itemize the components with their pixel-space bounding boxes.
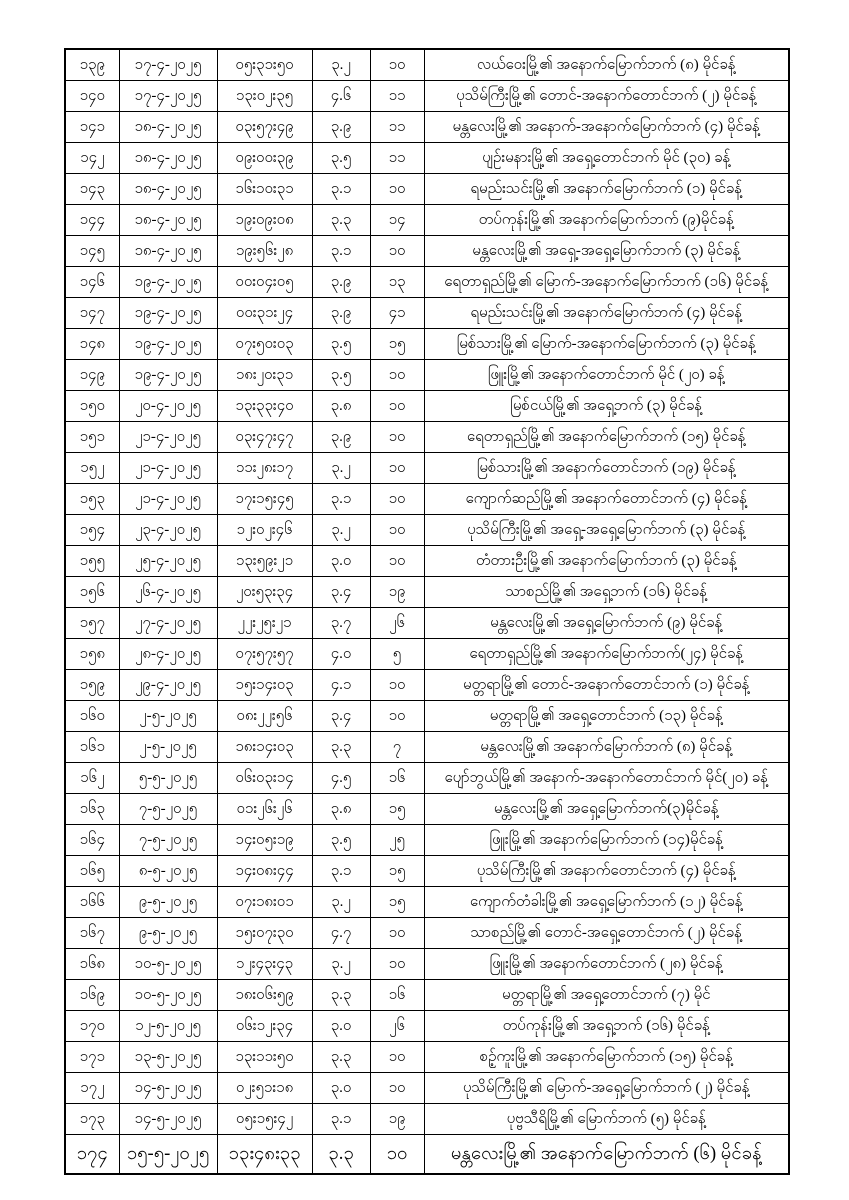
cell-location: ဖြူးမြို့၏ အနောက်တောင်ဘက် မိုင် (၂၀) ခန့် bbox=[424, 360, 789, 391]
cell-serial-number: ၁၆၂ bbox=[65, 763, 119, 794]
cell-magnitude: ၃.၂ bbox=[312, 887, 370, 918]
cell-date: ၁၈-၄-၂၀၂၅ bbox=[119, 143, 217, 174]
cell-location: တပ်ကုန်းမြို့၏ အနောက်မြောက်ဘက် (၉)မိုင်ခန့် bbox=[424, 205, 789, 236]
table-row bbox=[65, 143, 789, 174]
cell-location: ပုသိမ်ကြီးမြို့၏ တောင်-အနောက်တောင်ဘက် (၂) မိုင်ခန့် bbox=[424, 81, 789, 112]
table-row bbox=[65, 887, 789, 918]
table-row bbox=[65, 918, 789, 949]
cell-date: ၁၀-၅-၂၀၂၅ bbox=[119, 980, 217, 1011]
table-row bbox=[65, 1135, 789, 1175]
cell-depth: ၁၃ bbox=[370, 267, 424, 298]
cell-serial-number: ၁၆၉ bbox=[65, 980, 119, 1011]
cell-location: ကျောက်ဆည်မြို့၏ အနောက်တောင်ဘက် (၄) မိုင်ခန့် bbox=[424, 484, 789, 515]
cell-location: မန္တလေးမြို့၏ အရှေ့မြောက်ဘက်(၃)မိုင်ခန့် bbox=[424, 794, 789, 825]
cell-location: ဖြူးမြို့၏ အနောက်တောင်ဘက် (၂၈) မိုင်ခန့် bbox=[424, 949, 789, 980]
cell-date: ၇-၅-၂၀၂၅ bbox=[119, 794, 217, 825]
cell-time: ၁၂း၄၃း၄၃ bbox=[217, 949, 312, 980]
table-row bbox=[65, 515, 789, 546]
cell-date: ၁၉-၄-၂၀၂၅ bbox=[119, 298, 217, 329]
cell-depth: ၁၁ bbox=[370, 143, 424, 174]
cell-date: ၁၈-၄-၂၀၂၅ bbox=[119, 205, 217, 236]
cell-depth: ၁၆ bbox=[370, 763, 424, 794]
cell-magnitude: ၃.၄ bbox=[312, 701, 370, 732]
table-row bbox=[65, 329, 789, 360]
cell-magnitude: ၃.၃ bbox=[312, 1042, 370, 1073]
table-row bbox=[65, 794, 789, 825]
cell-location: မန္တလေးမြို့၏ အနောက်မြောက်ဘက် (၆) မိုင်ခန့် bbox=[424, 1135, 789, 1175]
cell-depth: ၂၆ bbox=[370, 608, 424, 639]
cell-time: ၀၃း၅၇း၄၉ bbox=[217, 112, 312, 143]
cell-serial-number: ၁၄၄ bbox=[65, 205, 119, 236]
cell-time: ၀၂း၅၁း၁၈ bbox=[217, 1073, 312, 1104]
cell-date: ၉-၅-၂၀၂၅ bbox=[119, 887, 217, 918]
cell-depth: ၁၀ bbox=[370, 670, 424, 701]
cell-date: ၁၉-၄-၂၀၂၅ bbox=[119, 360, 217, 391]
cell-time: ၁၄း၀၈း၄၄ bbox=[217, 856, 312, 887]
cell-location: မတ္တရာမြို့၏ အရှေ့တောင်ဘက် (၇) မိုင် bbox=[424, 980, 789, 1011]
cell-serial-number: ၁၅၇ bbox=[65, 608, 119, 639]
cell-time: ၁၃း၁၁း၅၀ bbox=[217, 1042, 312, 1073]
cell-serial-number: ၁၄၅ bbox=[65, 236, 119, 267]
cell-location: စဉ့်ကူးမြို့၏ အနောက်မြောက်ဘက် (၁၅) မိုင်ခန့် bbox=[424, 1042, 789, 1073]
cell-date: ၂၉-၄-၂၀၂၅ bbox=[119, 670, 217, 701]
cell-magnitude: ၄.၁ bbox=[312, 670, 370, 701]
cell-magnitude: ၃.၁ bbox=[312, 174, 370, 205]
cell-time: ၁၂း၀၂း၄၆ bbox=[217, 515, 312, 546]
cell-location: မန္တလေးမြို့၏ အရှေ့မြောက်ဘက် (၉) မိုင်ခန့် bbox=[424, 608, 789, 639]
cell-depth: ၁၅ bbox=[370, 329, 424, 360]
cell-serial-number: ၁၄၆ bbox=[65, 267, 119, 298]
cell-serial-number: ၁၅၅ bbox=[65, 546, 119, 577]
cell-location: မြစ်သားမြို့၏ အနောက်တောင်ဘက် (၁၉) မိုင်ခန့် bbox=[424, 453, 789, 484]
cell-date: ၁၄-၅-၂၀၂၅ bbox=[119, 1073, 217, 1104]
table-row bbox=[65, 112, 789, 143]
cell-location: ကျောက်တံခါးမြို့၏ အရှေ့မြောက်ဘက် (၁၂) မိုင်ခန့် bbox=[424, 887, 789, 918]
table-body bbox=[65, 49, 789, 1174]
cell-time: ၀၅း၃၁း၅၀ bbox=[217, 49, 312, 81]
cell-location: ရမည်းသင်းမြို့၏ အနောက်မြောက်ဘက် (၄) မိုင်ခန့် bbox=[424, 298, 789, 329]
cell-depth: ၁၁ bbox=[370, 81, 424, 112]
cell-depth: ၇ bbox=[370, 732, 424, 763]
cell-location: ဖြူးမြို့၏ အနောက်မြောက်ဘက် (၁၄)မိုင်ခန့် bbox=[424, 825, 789, 856]
cell-serial-number: ၁၆၅ bbox=[65, 856, 119, 887]
cell-location: ရေတာရှည်မြို့၏ အနောက်မြောက်ဘက် (၁၅) မိုင်ခန့် bbox=[424, 422, 789, 453]
cell-time: ၂၂း၂၅း၂၁ bbox=[217, 608, 312, 639]
cell-time: ၁၈း၀၆း၅၉ bbox=[217, 980, 312, 1011]
cell-serial-number: ၁၄၂ bbox=[65, 143, 119, 174]
cell-time: ၀၀း၃၁း၂၄ bbox=[217, 298, 312, 329]
table-row bbox=[65, 174, 789, 205]
cell-serial-number: ၁၆၈ bbox=[65, 949, 119, 980]
cell-time: ၀၀း၀၄း၀၅ bbox=[217, 267, 312, 298]
cell-magnitude: ၃.၅ bbox=[312, 360, 370, 391]
cell-location: မန္တလေးမြို့၏ အရှေ့-အရှေ့မြောက်ဘက် (၃) မိုင်ခန့် bbox=[424, 236, 789, 267]
cell-magnitude: ၃.၂ bbox=[312, 49, 370, 81]
cell-date: ၂၀-၄-၂၀၂၅ bbox=[119, 391, 217, 422]
table-row bbox=[65, 546, 789, 577]
cell-depth: ၁၀ bbox=[370, 422, 424, 453]
cell-location: ရမည်းသင်းမြို့၏ အနောက်မြောက်ဘက် (၁) မိုင်ခန့် bbox=[424, 174, 789, 205]
table-row bbox=[65, 949, 789, 980]
cell-serial-number: ၁၄၀ bbox=[65, 81, 119, 112]
table-row bbox=[65, 980, 789, 1011]
cell-time: ၁၃း၄၈း၃၃ bbox=[217, 1135, 312, 1175]
cell-time: ၀၇း၅၇း၅၇ bbox=[217, 639, 312, 670]
cell-depth: ၁၅ bbox=[370, 794, 424, 825]
cell-date: ၁၇-၄-၂၀၂၅ bbox=[119, 81, 217, 112]
cell-magnitude: ၃.၀ bbox=[312, 1073, 370, 1104]
cell-serial-number: ၁၅၈ bbox=[65, 639, 119, 670]
cell-date: ၂၁-၄-၂၀၂၅ bbox=[119, 484, 217, 515]
cell-serial-number: ၁၅၁ bbox=[65, 422, 119, 453]
cell-date: ၁၄-၅-၂၀၂၅ bbox=[119, 1104, 217, 1135]
cell-time: ၀၇း၅၀း၀၃ bbox=[217, 329, 312, 360]
cell-serial-number: ၁၆၃ bbox=[65, 794, 119, 825]
cell-date: ၁၉-၄-၂၀၂၅ bbox=[119, 267, 217, 298]
cell-date: ၉-၅-၂၀၂၅ bbox=[119, 918, 217, 949]
cell-location: မြစ်ငယ်မြို့၏ အရှေ့ဘက် (၃) မိုင်ခန့် bbox=[424, 391, 789, 422]
cell-time: ၀၆း၀၃း၁၄ bbox=[217, 763, 312, 794]
cell-date: ၅-၅-၂၀၂၅ bbox=[119, 763, 217, 794]
cell-serial-number: ၁၅၆ bbox=[65, 577, 119, 608]
cell-time: ၀၁း၂၆း၂၆ bbox=[217, 794, 312, 825]
table-row bbox=[65, 391, 789, 422]
cell-magnitude: ၄.၀ bbox=[312, 639, 370, 670]
table-row bbox=[65, 825, 789, 856]
cell-magnitude: ၄.၇ bbox=[312, 918, 370, 949]
cell-magnitude: ၃.၉ bbox=[312, 112, 370, 143]
table-row bbox=[65, 701, 789, 732]
cell-location: တံတားဦးမြို့၏ အနောက်မြောက်ဘက် (၃) မိုင်ခန့် bbox=[424, 546, 789, 577]
cell-location: သာစည်မြို့၏ အရှေ့ဘက် (၁၆) မိုင်ခန့် bbox=[424, 577, 789, 608]
cell-date: ၂၅-၄-၂၀၂၅ bbox=[119, 546, 217, 577]
cell-location: ပုဗ္ဗသီရိမြို့၏ မြောက်ဘက် (၅) မိုင်ခန့် bbox=[424, 1104, 789, 1135]
cell-depth: ၁၀ bbox=[370, 391, 424, 422]
cell-depth: ၁၉ bbox=[370, 577, 424, 608]
cell-magnitude: ၃.၉ bbox=[312, 422, 370, 453]
cell-date: ၁၃-၅-၂၀၂၅ bbox=[119, 1042, 217, 1073]
cell-time: ၁၅း၀၇း၃၀ bbox=[217, 918, 312, 949]
cell-location: မြစ်သားမြို့၏ မြောက်-အနောက်မြောက်ဘက် (၃) မိုင်ခန့် bbox=[424, 329, 789, 360]
cell-date: ၁၂-၅-၂၀၂၅ bbox=[119, 1011, 217, 1042]
table-row bbox=[65, 732, 789, 763]
cell-serial-number: ၁၆၆ bbox=[65, 887, 119, 918]
cell-depth: ၁၀ bbox=[370, 515, 424, 546]
cell-depth: ၁၀ bbox=[370, 1073, 424, 1104]
cell-serial-number: ၁၆၄ bbox=[65, 825, 119, 856]
cell-date: ၂၁-၄-၂၀၂၅ bbox=[119, 422, 217, 453]
cell-depth: ၁၅ bbox=[370, 856, 424, 887]
table-row bbox=[65, 670, 789, 701]
cell-location: ရေတာရှည်မြို့၏ မြောက်-အနောက်မြောက်ဘက် (၁၆) မိုင်ခန့် bbox=[424, 267, 789, 298]
cell-serial-number: ၁၅၉ bbox=[65, 670, 119, 701]
cell-location: မတ္တရာမြို့၏ အရှေ့တောင်ဘက် (၁၃) မိုင်ခန့် bbox=[424, 701, 789, 732]
cell-magnitude: ၃.၁ bbox=[312, 236, 370, 267]
cell-depth: ၁၀ bbox=[370, 174, 424, 205]
cell-depth: ၁၁ bbox=[370, 112, 424, 143]
cell-time: ၀၉း၀၀း၃၉ bbox=[217, 143, 312, 174]
cell-serial-number: ၁၄၈ bbox=[65, 329, 119, 360]
earthquake-record-table bbox=[64, 48, 790, 1175]
cell-depth: ၁၆ bbox=[370, 980, 424, 1011]
cell-date: ၁၀-၅-၂၀၂၅ bbox=[119, 949, 217, 980]
table-row bbox=[65, 236, 789, 267]
cell-time: ၁၃း၃၃း၄၀ bbox=[217, 391, 312, 422]
cell-magnitude: ၃.၁ bbox=[312, 1104, 370, 1135]
cell-time: ၁၁း၂၈း၁၇ bbox=[217, 453, 312, 484]
cell-serial-number: ၁၅၂ bbox=[65, 453, 119, 484]
table-row bbox=[65, 360, 789, 391]
cell-time: ၀၆း၁၂း၃၄ bbox=[217, 1011, 312, 1042]
cell-date: ၁၈-၄-၂၀၂၅ bbox=[119, 236, 217, 267]
cell-magnitude: ၃.၁ bbox=[312, 484, 370, 515]
cell-magnitude: ၃.၃ bbox=[312, 205, 370, 236]
cell-serial-number: ၁၇၁ bbox=[65, 1042, 119, 1073]
cell-date: ၁၇-၄-၂၀၂၅ bbox=[119, 49, 217, 81]
cell-depth: ၁၀ bbox=[370, 360, 424, 391]
cell-time: ၁၉း၀၉း၀၈ bbox=[217, 205, 312, 236]
cell-depth: ၁၉ bbox=[370, 1104, 424, 1135]
cell-magnitude: ၃.၉ bbox=[312, 298, 370, 329]
cell-date: ၂-၅-၂၀၂၅ bbox=[119, 701, 217, 732]
cell-serial-number: ၁၄၃ bbox=[65, 174, 119, 205]
cell-magnitude: ၃.၂ bbox=[312, 949, 370, 980]
cell-location: လယ်ဝေးမြို့၏ အနောက်မြောက်ဘက် (၈) မိုင်ခန့် bbox=[424, 49, 789, 81]
cell-depth: ၁၀ bbox=[370, 236, 424, 267]
cell-time: ၁၇း၁၅း၄၅ bbox=[217, 484, 312, 515]
cell-depth: ၁၀ bbox=[370, 1042, 424, 1073]
cell-time: ၀၈း၂၂း၅၆ bbox=[217, 701, 312, 732]
cell-magnitude: ၃.၀ bbox=[312, 546, 370, 577]
table-row bbox=[65, 639, 789, 670]
cell-time: ၁၈း၂၀း၃၁ bbox=[217, 360, 312, 391]
cell-magnitude: ၃.၈ bbox=[312, 794, 370, 825]
cell-date: ၂၈-၄-၂၀၂၅ bbox=[119, 639, 217, 670]
cell-date: ၁၅-၅-၂၀၂၅ bbox=[119, 1135, 217, 1175]
cell-depth: ၁၀ bbox=[370, 49, 424, 81]
cell-time: ၁၅း၁၄း၀၃ bbox=[217, 670, 312, 701]
cell-magnitude: ၄.၅ bbox=[312, 763, 370, 794]
cell-time: ၂၀း၅၃း၃၄ bbox=[217, 577, 312, 608]
table-row bbox=[65, 1104, 789, 1135]
table-row bbox=[65, 205, 789, 236]
cell-magnitude: ၃.၉ bbox=[312, 267, 370, 298]
cell-magnitude: ၃.၇ bbox=[312, 608, 370, 639]
cell-date: ၂၆-၄-၂၀၂၅ bbox=[119, 577, 217, 608]
cell-time: ၀၃း၄၇း၄၇ bbox=[217, 422, 312, 453]
cell-depth: ၁၀ bbox=[370, 546, 424, 577]
cell-magnitude: ၄.၆ bbox=[312, 81, 370, 112]
cell-depth: ၁၀ bbox=[370, 1135, 424, 1175]
cell-serial-number: ၁၄၉ bbox=[65, 360, 119, 391]
cell-serial-number: ၁၇၂ bbox=[65, 1073, 119, 1104]
cell-magnitude: ၃.၄ bbox=[312, 577, 370, 608]
cell-serial-number: ၁၇၄ bbox=[65, 1135, 119, 1175]
table-row bbox=[65, 422, 789, 453]
cell-location: မန္တလေးမြို့၏ အနောက်မြောက်ဘက် (၈) မိုင်ခန့် bbox=[424, 732, 789, 763]
cell-depth: ၁၀ bbox=[370, 453, 424, 484]
cell-serial-number: ၁၅၄ bbox=[65, 515, 119, 546]
table-row bbox=[65, 608, 789, 639]
table-row bbox=[65, 81, 789, 112]
cell-depth: ၁၅ bbox=[370, 887, 424, 918]
cell-magnitude: ၃.၁ bbox=[312, 856, 370, 887]
cell-date: ၈-၅-၂၀၂၅ bbox=[119, 856, 217, 887]
cell-date: ၂၁-၄-၂၀၂၅ bbox=[119, 453, 217, 484]
table-row bbox=[65, 1011, 789, 1042]
cell-depth: ၂၆ bbox=[370, 1011, 424, 1042]
cell-date: ၁၉-၄-၂၀၂၅ bbox=[119, 329, 217, 360]
cell-date: ၂၃-၄-၂၀၂၅ bbox=[119, 515, 217, 546]
cell-location: မတ္တရာမြို့၏ တောင်-အနောက်တောင်ဘက် (၁) မိုင်ခန့် bbox=[424, 670, 789, 701]
cell-date: ၁၈-၄-၂၀၂၅ bbox=[119, 112, 217, 143]
cell-magnitude: ၃.၂ bbox=[312, 515, 370, 546]
cell-magnitude: ၃.၃ bbox=[312, 732, 370, 763]
cell-time: ၁၄း၀၅း၁၉ bbox=[217, 825, 312, 856]
cell-depth: ၁၀ bbox=[370, 949, 424, 980]
cell-date: ၂၇-၄-၂၀၂၅ bbox=[119, 608, 217, 639]
cell-serial-number: ၁၄၁ bbox=[65, 112, 119, 143]
cell-serial-number: ၁၇၀ bbox=[65, 1011, 119, 1042]
cell-location: ရေတာရှည်မြို့၏ အနောက်မြောက်ဘက်(၂၄) မိုင်ခန့် bbox=[424, 639, 789, 670]
cell-magnitude: ၃.၈ bbox=[312, 391, 370, 422]
cell-time: ၁၃း၅၉း၂၁ bbox=[217, 546, 312, 577]
table-row bbox=[65, 298, 789, 329]
table-row bbox=[65, 577, 789, 608]
cell-depth: ၁၄ bbox=[370, 205, 424, 236]
table-row bbox=[65, 267, 789, 298]
cell-depth: ၁၀ bbox=[370, 484, 424, 515]
cell-location: ပုသိမ်ကြီးမြို့၏ အနောက်တောင်ဘက် (၄) မိုင်ခန့် bbox=[424, 856, 789, 887]
cell-magnitude: ၃.၂ bbox=[312, 453, 370, 484]
cell-magnitude: ၃.၅ bbox=[312, 143, 370, 174]
cell-magnitude: ၃.၀ bbox=[312, 1011, 370, 1042]
cell-time: ၁၈း၁၄း၀၃ bbox=[217, 732, 312, 763]
table-row bbox=[65, 453, 789, 484]
table-row bbox=[65, 484, 789, 515]
cell-depth: ၁၀ bbox=[370, 918, 424, 949]
table-row bbox=[65, 763, 789, 794]
cell-location: ပျော်ဘွယ်မြို့၏ အနောက်-အနောက်တောင်ဘက် မိုင်(၂၀) ခန့် bbox=[424, 763, 789, 794]
cell-date: ၂-၅-၂၀၂၅ bbox=[119, 732, 217, 763]
cell-serial-number: ၁၆၇ bbox=[65, 918, 119, 949]
cell-time: ၀၇း၁၈း၀၁ bbox=[217, 887, 312, 918]
cell-location: တပ်ကုန်းမြို့၏ အရှေ့ဘက် (၁၆) မိုင်ခန့် bbox=[424, 1011, 789, 1042]
cell-depth: ၁၀ bbox=[370, 701, 424, 732]
cell-date: ၁၈-၄-၂၀၂၅ bbox=[119, 174, 217, 205]
cell-depth: ၅ bbox=[370, 639, 424, 670]
cell-depth: ၂၅ bbox=[370, 825, 424, 856]
cell-location: ပုသိမ်ကြီးမြို့၏ မြောက်-အရှေ့မြောက်ဘက် (၂) မိုင်ခန့် bbox=[424, 1073, 789, 1104]
table-row bbox=[65, 856, 789, 887]
cell-date: ၇-၅-၂၀၂၅ bbox=[119, 825, 217, 856]
cell-location: ပျဉ်းမနားမြို့၏ အရှေ့တောင်ဘက် မိုင် (၃၀) ခန့် bbox=[424, 143, 789, 174]
cell-depth: ၄၁ bbox=[370, 298, 424, 329]
cell-serial-number: ၁၆၀ bbox=[65, 701, 119, 732]
cell-serial-number: ၁၇၃ bbox=[65, 1104, 119, 1135]
cell-location: သာစည်မြို့၏ တောင်-အရှေ့တောင်ဘက် (၂) မိုင်ခန့် bbox=[424, 918, 789, 949]
cell-magnitude: ၃.၅ bbox=[312, 329, 370, 360]
cell-magnitude: ၃.၅ bbox=[312, 825, 370, 856]
cell-serial-number: ၁၃၉ bbox=[65, 49, 119, 81]
cell-time: ၁၆း၁၀း၃၁ bbox=[217, 174, 312, 205]
cell-serial-number: ၁၆၁ bbox=[65, 732, 119, 763]
cell-time: ၀၅း၁၅း၄၂ bbox=[217, 1104, 312, 1135]
cell-location: မန္တလေးမြို့၏ အနောက်-အနောက်မြောက်ဘက် (၄) မိုင်ခန့် bbox=[424, 112, 789, 143]
cell-location: ပုသိမ်ကြီးမြို့၏ အရှေ့-အရှေ့မြောက်ဘက် (၃) မိုင်ခန့် bbox=[424, 515, 789, 546]
cell-magnitude: ၃.၃ bbox=[312, 1135, 370, 1175]
table-row bbox=[65, 1073, 789, 1104]
cell-time: ၁၃း၀၂း၃၅ bbox=[217, 81, 312, 112]
table-row bbox=[65, 49, 789, 81]
cell-serial-number: ၁၄၇ bbox=[65, 298, 119, 329]
cell-time: ၁၉း၅၆း၂၈ bbox=[217, 236, 312, 267]
cell-magnitude: ၃.၃ bbox=[312, 980, 370, 1011]
cell-serial-number: ၁၅၃ bbox=[65, 484, 119, 515]
table-row bbox=[65, 1042, 789, 1073]
cell-serial-number: ၁၅၀ bbox=[65, 391, 119, 422]
